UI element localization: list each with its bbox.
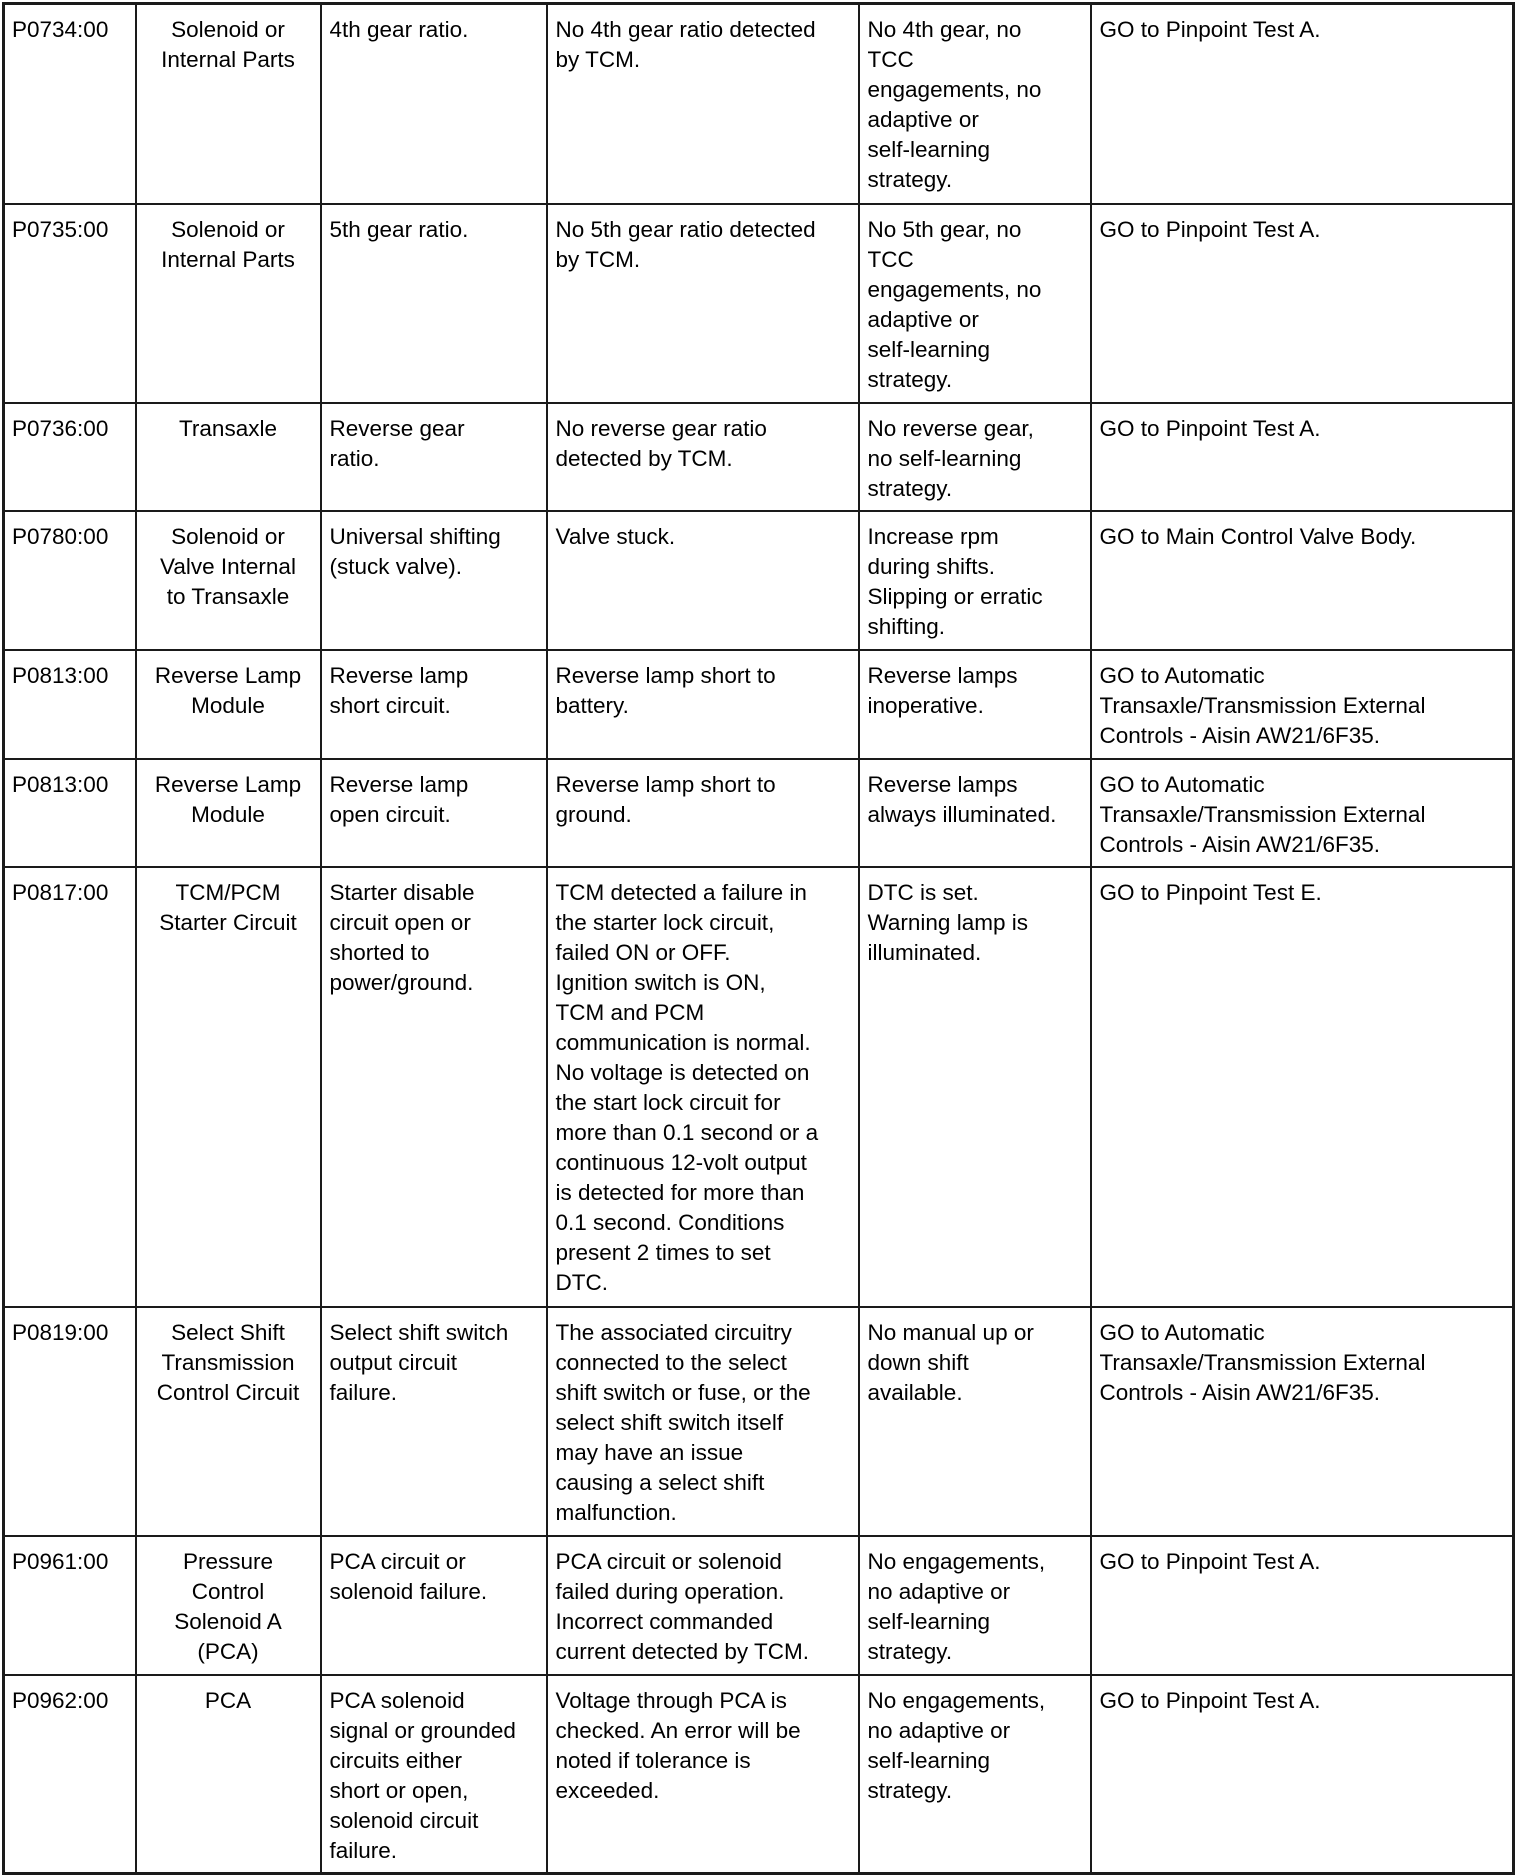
component-cell: PCA: [136, 1675, 321, 1874]
component-cell: Pressure Control Solenoid A (PCA): [136, 1536, 321, 1675]
dtc-code-cell: P0813:00: [4, 650, 136, 759]
action-cell: GO to Pinpoint Test A.: [1091, 1536, 1514, 1675]
condition-cell: The associated circuitry connected to the select shift switch or fuse, or the select shift switch itself may have an issue causing a select shift malfunction.: [547, 1307, 859, 1536]
description-cell: Starter disable circuit open or shorted to power/ground.: [321, 867, 547, 1307]
symptom-cell: Reverse lamps always illuminated.: [859, 759, 1091, 867]
component-cell: Select Shift Transmission Control Circuit: [136, 1307, 321, 1536]
dtc-code-cell: P0736:00: [4, 403, 136, 511]
symptom-cell: Reverse lamps inoperative.: [859, 650, 1091, 759]
condition-cell: No 5th gear ratio detected by TCM.: [547, 204, 859, 403]
description-cell: Select shift switch output circuit failure.: [321, 1307, 547, 1536]
component-cell: Solenoid or Valve Internal to Transaxle: [136, 511, 321, 650]
symptom-cell: No 5th gear, no TCC engagements, no adaptive or self-learning strategy.: [859, 204, 1091, 403]
dtc-code-cell: P0962:00: [4, 1675, 136, 1874]
component-cell: Reverse Lamp Module: [136, 759, 321, 867]
symptom-cell: No engagements, no adaptive or self-learning strategy.: [859, 1536, 1091, 1675]
description-cell: Reverse gear ratio.: [321, 403, 547, 511]
description-cell: Universal shifting (stuck valve).: [321, 511, 547, 650]
table-row: [4, 650, 1514, 759]
action-cell: GO to Pinpoint Test E.: [1091, 867, 1514, 1307]
dtc-table: [2, 2, 1515, 1875]
table-row: [4, 204, 1514, 403]
description-cell: Reverse lamp short circuit.: [321, 650, 547, 759]
component-cell: TCM/PCM Starter Circuit: [136, 867, 321, 1307]
dtc-code-cell: P0735:00: [4, 204, 136, 403]
table-row: [4, 4, 1514, 204]
table-row: [4, 867, 1514, 1307]
component-cell: Reverse Lamp Module: [136, 650, 321, 759]
action-cell: GO to Automatic Transaxle/Transmission External Controls - Aisin AW21/6F35.: [1091, 759, 1514, 867]
condition-cell: Reverse lamp short to battery.: [547, 650, 859, 759]
action-cell: GO to Main Control Valve Body.: [1091, 511, 1514, 650]
condition-cell: Voltage through PCA is checked. An error will be noted if tolerance is exceeded.: [547, 1675, 859, 1874]
dtc-code-cell: P0819:00: [4, 1307, 136, 1536]
table-row: [4, 759, 1514, 867]
condition-cell: PCA circuit or solenoid failed during operation. Incorrect commanded current detected by TCM.: [547, 1536, 859, 1675]
condition-cell: Reverse lamp short to ground.: [547, 759, 859, 867]
table-row: [4, 1675, 1514, 1874]
action-cell: GO to Automatic Transaxle/Transmission External Controls - Aisin AW21/6F35.: [1091, 650, 1514, 759]
dtc-code-cell: P0961:00: [4, 1536, 136, 1675]
condition-cell: Valve stuck.: [547, 511, 859, 650]
dtc-code-cell: P0817:00: [4, 867, 136, 1307]
symptom-cell: No reverse gear, no self-learning strategy.: [859, 403, 1091, 511]
action-cell: GO to Pinpoint Test A.: [1091, 403, 1514, 511]
component-cell: Solenoid or Internal Parts: [136, 204, 321, 403]
condition-cell: TCM detected a failure in the starter lock circuit, failed ON or OFF. Ignition switch is ON, TCM and PCM communication is normal. No voltage is detected on the start lock circuit for more than 0.1 second or a continuous 12-volt output is detected for more than 0.1 second. Conditions present 2 times to set DTC.: [547, 867, 859, 1307]
action-cell: GO to Automatic Transaxle/Transmission External Controls - Aisin AW21/6F35.: [1091, 1307, 1514, 1536]
symptom-cell: No engagements, no adaptive or self-learning strategy.: [859, 1675, 1091, 1874]
description-cell: Reverse lamp open circuit.: [321, 759, 547, 867]
condition-cell: No 4th gear ratio detected by TCM.: [547, 4, 859, 204]
description-cell: PCA circuit or solenoid failure.: [321, 1536, 547, 1675]
description-cell: 4th gear ratio.: [321, 4, 547, 204]
action-cell: GO to Pinpoint Test A.: [1091, 4, 1514, 204]
description-cell: 5th gear ratio.: [321, 204, 547, 403]
dtc-code-cell: P0780:00: [4, 511, 136, 650]
table-row: [4, 511, 1514, 650]
component-cell: Transaxle: [136, 403, 321, 511]
action-cell: GO to Pinpoint Test A.: [1091, 204, 1514, 403]
table-row: [4, 1307, 1514, 1536]
symptom-cell: No manual up or down shift available.: [859, 1307, 1091, 1536]
table-row: [4, 1536, 1514, 1675]
symptom-cell: DTC is set. Warning lamp is illuminated.: [859, 867, 1091, 1307]
dtc-code-cell: P0813:00: [4, 759, 136, 867]
symptom-cell: No 4th gear, no TCC engagements, no adaptive or self-learning strategy.: [859, 4, 1091, 204]
table-row: [4, 403, 1514, 511]
symptom-cell: Increase rpm during shifts. Slipping or erratic shifting.: [859, 511, 1091, 650]
dtc-code-cell: P0734:00: [4, 4, 136, 204]
condition-cell: No reverse gear ratio detected by TCM.: [547, 403, 859, 511]
description-cell: PCA solenoid signal or grounded circuits either short or open, solenoid circuit failure.: [321, 1675, 547, 1874]
action-cell: GO to Pinpoint Test A.: [1091, 1675, 1514, 1874]
component-cell: Solenoid or Internal Parts: [136, 4, 321, 204]
